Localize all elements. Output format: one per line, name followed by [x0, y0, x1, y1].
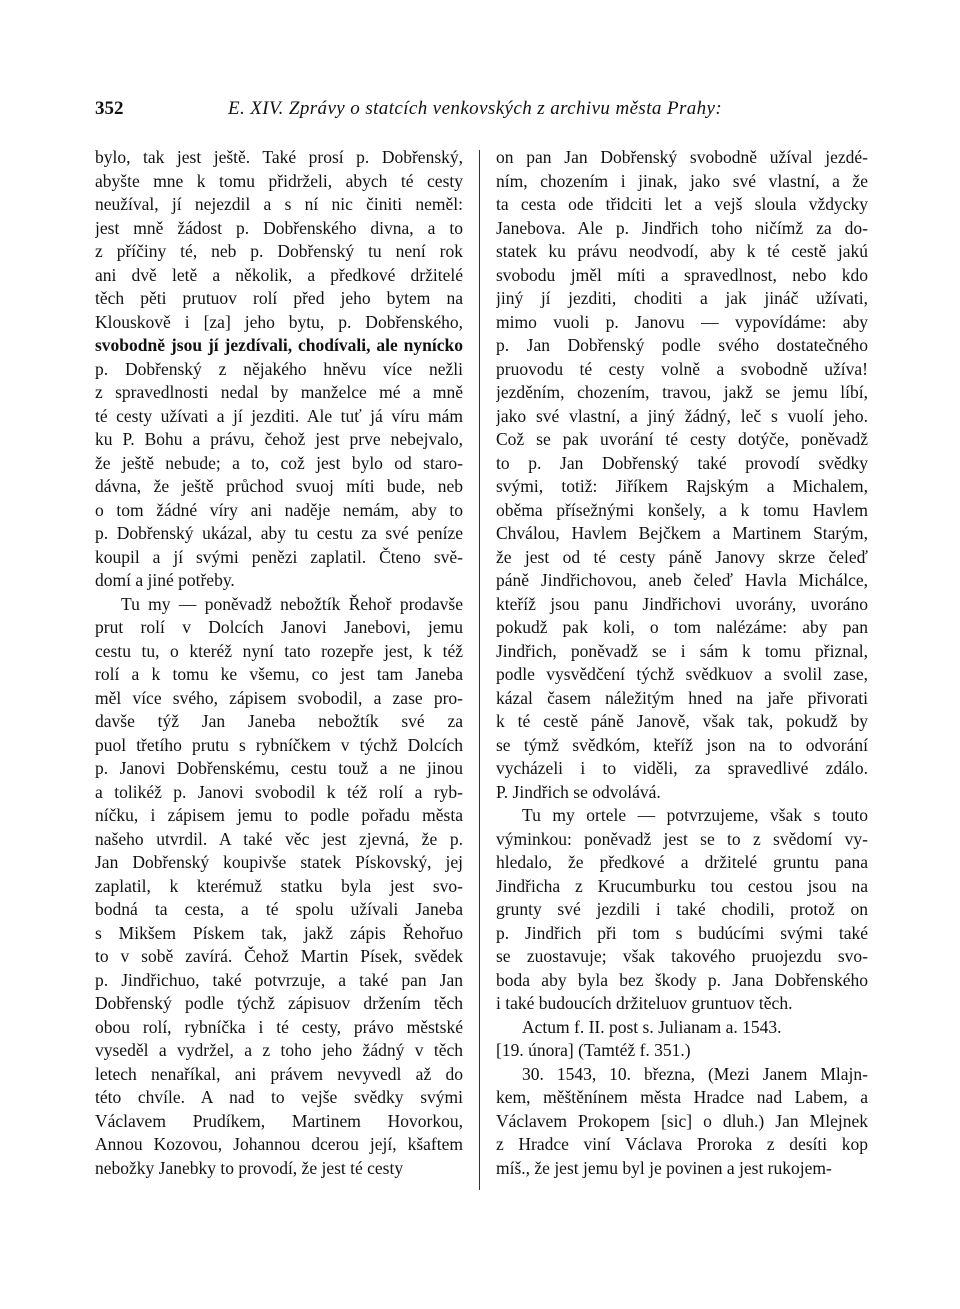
text-line: výminkou: poněvadž jest se to z svědomí vy- — [496, 828, 868, 849]
running-title: E. XIV. Zprávy o statcích venkovských z archivu města Prahy: — [228, 98, 723, 119]
text-line: kteříž jsou panu Jindřichovi uvorány, uvoráno — [496, 593, 868, 614]
text-line: letech nenaříkal, ani právem nevyvedl až do — [95, 1063, 463, 1084]
right-column — [496, 146, 868, 1180]
text-line: domí a jiné potřeby. — [95, 570, 235, 590]
text-line: [19. února] (Tamtéž f. 351.) — [496, 1040, 691, 1060]
text-line: on pan Jan Dobřenský svobodně užíval jezdé- — [496, 147, 868, 167]
text-line: to v sobě zavírá. Čehož Martin Písek, svědek — [95, 946, 463, 966]
text-line: že ještě nebude; a to, což jest bylo od staro- — [95, 452, 463, 473]
text-line: ani dvě letě a několik, a předkové držitelé — [95, 264, 463, 285]
text-line: hledalo, že předkové a držitelé gruntu pana — [496, 852, 868, 872]
text-line: grunty své jezdili i také chodili, protož on — [496, 899, 868, 919]
text-line: neužíval, jí nejezdil a s ní nic činiti neměl: — [95, 194, 463, 214]
text-line: k té cestě páně Janově, však tak, pokudž by — [496, 711, 868, 731]
text-line: jako své vlastní, a jiný žádný, leč s vuolí jeho. — [496, 405, 868, 426]
text-line: p. Jindřichuo, také potvrzuje, a také pan Jan — [95, 969, 463, 990]
text-line: níčku, i zápisem jemu to podle pořadu města — [95, 805, 463, 825]
text-line: 30. 1543, 10. března, (Mezi Janem Mlajn- — [522, 1063, 868, 1084]
text-line: Janebova. Ale p. Jindřich toho ničímž za do- — [496, 217, 868, 238]
text-line: s Mikšem Pískem tak, jakž zápis Řehořuo — [95, 922, 463, 943]
text-line: Jan Dobřenský koupivše statek Pískovský, jej — [95, 852, 463, 872]
text-line: se zuostavuje; však takového pruojezdu svo- — [496, 946, 868, 966]
text-line: pokudž pak koli, o tom nalézáme: aby pan — [496, 617, 868, 637]
text-line: vycházeli i to viděli, za spravedlivé zdálo. — [496, 758, 868, 778]
text-line: nebožky Janebky to provodí, že jest té cesty — [95, 1157, 404, 1178]
text-line: ním, chozením i jinak, jako své vlastní, a že — [496, 170, 868, 191]
text-line: Actum f. II. post s. Julianam a. 1543. — [522, 1016, 782, 1037]
text-line: Annou Kozovou, Johannou dcerou její, kšaftem — [95, 1134, 463, 1154]
text-line: jiný jí jezditi, choditi a jak jináč užívati, — [496, 288, 868, 308]
text-line: zaplatil, k kterémuž statku byla jest svo- — [95, 875, 463, 896]
text-line: p. Dobřenský ukázal, aby tu cestu za své peníze — [95, 523, 463, 543]
text-line: z Hradce viní Václava Proroka z desíti kop — [496, 1134, 868, 1154]
text-line: podle vysvědčení týchž svědkuov a svolil zase, — [496, 664, 868, 684]
text-line: této chvíle. A nad to vejše svědky svými — [95, 1087, 463, 1107]
text-line: i také budoucích držiteluov gruntuov těch. — [496, 993, 793, 1013]
text-line: svobodu jměl míti a spravedlnost, nebo kdo — [496, 264, 868, 285]
page-number: 352 — [95, 98, 124, 119]
text-line: a tolikéž p. Janovi svobodil k též rolí a ryb- — [95, 781, 463, 802]
text-line: p. Dobřenský z nějakého hněvu více nežli — [95, 358, 463, 379]
column-divider — [479, 150, 480, 1190]
text-line: těch pěti prutuov rolí před jeho bytem na — [95, 288, 463, 308]
text-line: P. Jindřich se odvolává. — [496, 781, 661, 802]
text-line: vyseděl a vydržel, a z toho jeho žádný v těch — [95, 1040, 463, 1060]
text-line: cestu tu, o kteréž nyní tato rozepře jest, k též — [95, 640, 463, 661]
left-column — [95, 146, 463, 1180]
text-line: p. Janovi Dobřenskému, cestu touž a ne jinou — [95, 758, 463, 778]
text-line: Jindřicha z Krucumburku tou cestou jsou na — [496, 875, 868, 896]
text-line: ta cesta ode třidciti let a vejš sloula vždycky — [496, 194, 868, 214]
text-line: že jest od té cesty páně Janovy skrze čeleď — [496, 546, 868, 567]
text-line: se týmž svědkóm, kteříž json na to odvorání — [496, 734, 868, 755]
text-line: p. Jindřich při tom s budúcími svými také — [496, 922, 868, 943]
text-line: svobodně jsou jí jezdívali, chodívali, ale nynícko — [95, 335, 463, 355]
text-line: Chválou, Havlem Bejčkem a Martinem Starým, — [496, 523, 868, 543]
text-line: Tu my — poněvadž nebožtík Řehoř prodavše — [121, 593, 463, 614]
text-line: z příčiny té, neb p. Dobřenský tu není rok — [95, 241, 463, 261]
text-line: Jindřich, poněvadž se i sám k tomu přiznal, — [496, 640, 868, 661]
text-line: mimo vuoli p. Janovu — vypovídáme: aby — [496, 311, 868, 332]
text-line: té cesty užívati a jí jezditi. Ale tuť já víru mám — [95, 405, 463, 426]
text-line: koupil a jí svými penězi zaplatil. Čteno svě- — [95, 546, 463, 567]
text-line: o tom žádné víry ani naděje nemám, aby to — [95, 499, 463, 520]
text-line: míš., že jest jemu byl je povinen a jest rukojem- — [496, 1157, 832, 1178]
text-line: p. Jan Dobřenský podle svého dostatečného — [496, 335, 868, 355]
text-line: našeho utvrdil. A také věc jest zjevná, že p. — [95, 828, 463, 849]
text-line: Dobřenský podle týchž zápisuov držením těch — [95, 993, 463, 1013]
page-header — [95, 98, 875, 128]
text-line: jest mně žádost p. Dobřenského divna, a to — [95, 217, 463, 238]
text-line: Václavem Prokopem [sic] o dluh.) Jan Mlejnek — [496, 1110, 868, 1131]
text-line: prut rolí v Dolcích Janovi Janebovi, jemu — [95, 617, 463, 637]
text-line: jezděním, chozením, travou, jakž se jemu líbí, — [496, 382, 868, 402]
text-line: oběma přísežnými konšely, a k tomu Havlem — [496, 499, 868, 520]
text-line: Václavem Prudíkem, Martinem Hovorkou, — [95, 1110, 463, 1131]
text-line: pruovodu té cesty volně a svobodně užíva! — [496, 358, 868, 379]
text-line: boda aby byla bez škody p. Jana Dobřenského — [496, 969, 868, 990]
text-line: davše týž Jan Janeba nebožtík své za — [95, 711, 463, 731]
text-line: abyšte mne k tomu přidrželi, abych té cesty — [95, 170, 463, 191]
text-line: to p. Jan Dobřenský také provodí svědky — [496, 452, 868, 473]
text-line: bodná ta cesta, a té spolu užívali Janeba — [95, 899, 463, 919]
text-line: statek ku právu neodvodí, aby k té cestě jakú — [496, 241, 868, 261]
text-line: Tu my ortele — potvrzujeme, však s touto — [522, 805, 868, 825]
text-line: Což se pak uvorání té cesty dotýče, poněvadž — [496, 429, 868, 449]
text-line: ku P. Bohu a právu, čehož jest prve nebejvalo, — [95, 429, 463, 449]
text-line: páně Jindřichovou, aneb čeleď Havla Michálce, — [496, 570, 868, 590]
text-line: bylo, tak jest ještě. Také prosí p. Dobřenský, — [95, 147, 463, 167]
text-line: obou rolí, rybníčka i té cesty, právo městské — [95, 1016, 463, 1037]
text-line: měl více svého, zápisem svobodil, a zase pro- — [95, 687, 463, 708]
text-line: Klouskově i [za] jeho bytu, p. Dobřenského, — [95, 311, 463, 332]
text-line: rolí a k tomu ke všemu, co jest tam Janeba — [95, 664, 463, 684]
text-line: kem, měštěnínem města Hradce nad Labem, a — [496, 1087, 868, 1107]
text-line: z spravedlnosti nedal by manželce mé a mně — [95, 382, 463, 402]
text-line: svými, totiž: Jiříkem Rajským a Michalem, — [496, 476, 868, 496]
text-line: kázal časem náležitým hned na jaře přivorati — [496, 687, 868, 708]
text-line: dávna, že ještě průchod svuoj míti bude, neb — [95, 476, 463, 496]
text-line: puol třetího prutu s rybníčkem v týchž Dolcích — [95, 734, 463, 755]
